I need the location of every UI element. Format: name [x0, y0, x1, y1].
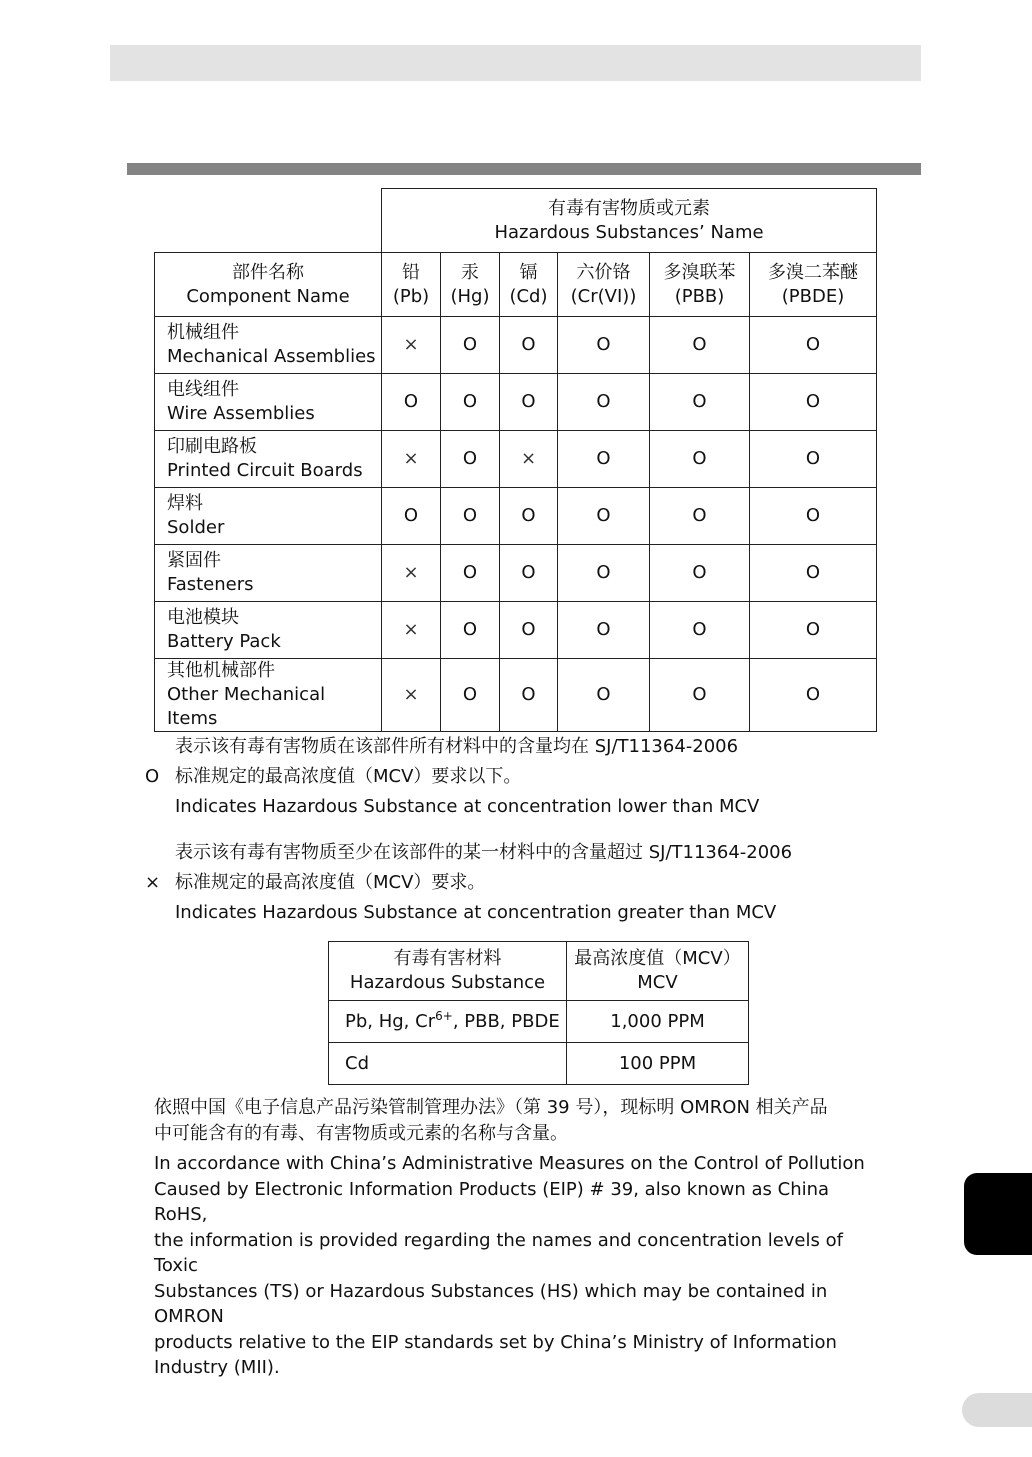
mark-cell: O: [441, 602, 500, 659]
table-row: [155, 374, 877, 431]
component-cell: 印刷电路板 Printed Circuit Boards: [155, 431, 382, 488]
mark-cell: O: [558, 602, 650, 659]
table-row: [155, 659, 877, 732]
mcv-substance-cell: Pb, Hg, $Cr^{6+}$, PBB, PBDE: [329, 1001, 567, 1043]
mark-cell: ×: [382, 602, 441, 659]
mark-cell: ×: [382, 317, 441, 374]
component-cell: 其他机械部件 Other Mechanical Items: [155, 659, 382, 732]
mark-cell: O: [441, 545, 500, 602]
legend-greater-than-mcv: 表示该有毒有害物质至少在该部件的某一材料中的含量超过 SJ/T11364-2006 × 标准规定的最高浓度值（MCV）要求。 Indicates Hazardous Substance at concentration greater than MCV: [145, 842, 793, 923]
chinese-paragraph: 依照中国《电子信息产品污染管制管理办法》（第 39 号），现标明 OMRON 相关产品 中可能含有的有毒、有害物质或元素的名称与含量。: [154, 1097, 828, 1144]
mark-cell: O: [382, 488, 441, 545]
mark-cell: O: [750, 659, 877, 732]
substance-header-pb: 铅 (Pb): [382, 253, 441, 317]
table-row: [155, 545, 877, 602]
table-row: [155, 602, 877, 659]
circle-mark-icon: O: [145, 766, 160, 787]
mark-cell: O: [441, 431, 500, 488]
mark-cell: O: [750, 317, 877, 374]
mark-cell: O: [500, 602, 558, 659]
mark-cell: O: [650, 431, 750, 488]
component-cell: 紧固件 Fasteners: [155, 545, 382, 602]
mark-cell: O: [500, 659, 558, 732]
substance-header-pbb: 多溴联苯 (PBB): [650, 253, 750, 317]
mark-cell: O: [558, 659, 650, 732]
mark-cell: O: [558, 374, 650, 431]
mark-cell: O: [650, 317, 750, 374]
mark-cell: ×: [382, 545, 441, 602]
mark-cell: O: [500, 545, 558, 602]
mark-cell: O: [750, 602, 877, 659]
mark-cell: O: [750, 431, 877, 488]
component-cell: 电线组件 Wire Assemblies: [155, 374, 382, 431]
mark-cell: O: [558, 317, 650, 374]
mark-cell: O: [382, 374, 441, 431]
mark-cell: O: [650, 545, 750, 602]
legend-lower-than-mcv: 表示该有毒有害物质在该部件所有材料中的含量均在 SJ/T11364-2006 O 标准规定的最高浓度值（MCV）要求以下。 Indicates Hazardous Substance at concentration lower than MCV: [145, 736, 760, 817]
mcv-value-cell: 100 PPM: [567, 1043, 749, 1085]
substance-header-cd: 镉 (Cd): [500, 253, 558, 317]
mark-cell: O: [558, 488, 650, 545]
section-thumb-tab: [964, 1173, 1032, 1255]
component-cell: 焊料 Solder: [155, 488, 382, 545]
mark-cell: ×: [382, 659, 441, 732]
cross-mark-icon: ×: [145, 872, 161, 893]
header-bar: [110, 45, 921, 81]
component-cell: 电池模块 Battery Pack: [155, 602, 382, 659]
component-cell: 机械组件 Mechanical Assemblies: [155, 317, 382, 374]
mark-cell: O: [500, 374, 558, 431]
mark-cell: O: [650, 659, 750, 732]
english-paragraph: In accordance with China’s Administrative Measures on the Control of Pollution Caused by Electronic Information Products (EIP) # 39, also known as China RoHS, the information is provided regarding the names and concentration levels of Toxic Substances (TS) or Hazardous Substances (HS) which may be contained in OMRON products relative to the EIP standards set by China’s Ministry of Information Industry (MII).: [154, 1153, 865, 1378]
mark-cell: O: [750, 488, 877, 545]
mcv-substance-cell: Cd: [329, 1043, 567, 1085]
substance-header-cr6: 六价铬 (Cr(VI)): [558, 253, 650, 317]
mark-cell: O: [441, 488, 500, 545]
table-row: [155, 317, 877, 374]
table-row: [155, 488, 877, 545]
mark-cell: O: [558, 431, 650, 488]
component-name-header: 部件名称 Component Name: [155, 253, 382, 317]
mark-cell: O: [750, 545, 877, 602]
section-rule: [127, 163, 921, 175]
page-number-tab: [962, 1393, 1032, 1427]
mark-cell: O: [650, 374, 750, 431]
mark-cell: O: [500, 488, 558, 545]
substance-header-pbde: 多溴二苯醚 (PBDE): [750, 253, 877, 317]
mark-cell: O: [650, 488, 750, 545]
mark-cell: O: [558, 545, 650, 602]
mcv-table: [328, 941, 749, 1085]
mcv-value-cell: 1,000 PPM: [567, 1001, 749, 1043]
hazardous-substances-table: [154, 188, 877, 732]
mcv-col1-header: 有毒有害材料 Hazardous Substance: [329, 942, 567, 1001]
mark-cell: O: [750, 374, 877, 431]
table-row: [155, 431, 877, 488]
mark-cell: O: [441, 374, 500, 431]
mark-cell: O: [441, 317, 500, 374]
mark-cell: ×: [382, 431, 441, 488]
hazardous-substances-header: 有毒有害物质或元素 Hazardous Substances’ Name: [382, 189, 877, 253]
mcv-col2-header: 最高浓度值（MCV） MCV: [567, 942, 749, 1001]
mark-cell: O: [500, 317, 558, 374]
mark-cell: ×: [500, 431, 558, 488]
substance-header-hg: 汞 (Hg): [441, 253, 500, 317]
mark-cell: O: [441, 659, 500, 732]
mark-cell: O: [650, 602, 750, 659]
